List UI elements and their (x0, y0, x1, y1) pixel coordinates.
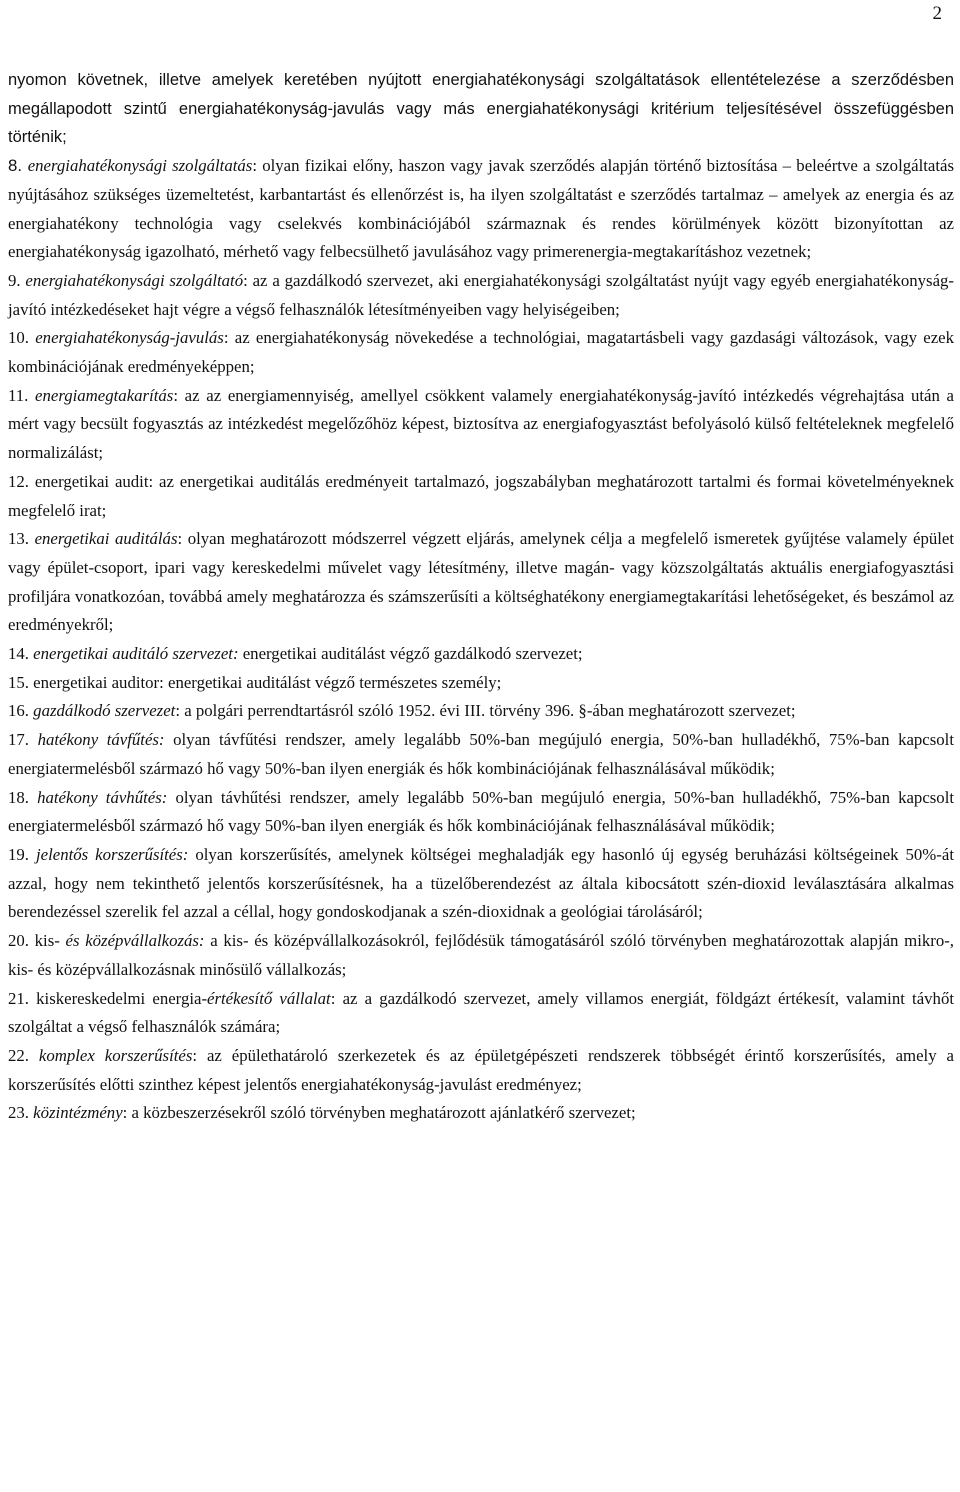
definition-text: a kis- és középvállalkozásokról, fejlődésük támogatásáról szóló törvényben meghatározottak alapján mikro-, kis- és középvállalkozásnak minősülő vállalkozás; (8, 931, 955, 979)
item-number: 17. (8, 730, 38, 750)
term-separator: : (177, 529, 188, 549)
intro-paragraph: nyomon követnek, illetve amelyek keretében nyújtott energiahatékonysági szolgáltatások ellentételezése a szerződésben megállapodott szintű energiahatékonyság-javulás vagy más energiahatékonysági kritérium teljesítésével összefüggésben történik; (8, 71, 954, 147)
term-separator (165, 730, 174, 749)
item-number: 9. (8, 270, 26, 290)
definition-text: olyan korszerűsítés, amelynek költségei meghaladják egy hasonló új egység beruházási költségeinek 50%-át azzal, hogy nem tekinthető jelentős korszerűsítésnek, ha a tüzelőberendezést az általa kibocsátott szén-dioxid leválasztására alkalmas berendezéssel szerelik fel azzal a céllal, hogy gondoskodjanak a szén-dioxidnak a geológiai tárolásáról; (8, 844, 954, 922)
definition-text: energetikai auditálást végző gazdálkodó szervezet; (242, 644, 583, 664)
item-number: 21. kiskereskedelmi energia- (8, 988, 208, 1008)
item-number: 13. (8, 529, 35, 549)
definition-text: az épülethatároló szerkezetek és az épületgépészeti rendszerek többségét érintő korszerűsítés, amely a korszerűsítés előtti szinthez képest jelentős energiahatékonyság-javulást eredményez; (8, 1045, 954, 1094)
defined-term: jelentős korszerűsítés: (35, 844, 189, 864)
definition-item (8, 726, 954, 783)
term-separator: : (330, 988, 343, 1008)
defined-term: energiamegtakarítás (35, 385, 174, 405)
defined-term: energetikai auditáló szervezet: (33, 644, 239, 664)
item-number: 8. (8, 156, 28, 176)
item-number: 14. (8, 644, 34, 664)
definition-item (8, 669, 954, 698)
definition-text: az az energiamennyiség, amellyel csökkent valamely energiahatékonyság-javító intézkedés végrehajtása után a mért vagy becsült fogyasztás az intézkedést megelőzőhöz képest, biztosítva az energiafogyasztást befolyásoló külső feltételeknek megfelelő normalizálást; (8, 385, 954, 463)
definition-item (8, 697, 954, 726)
term-separator: : (223, 328, 235, 348)
definition-text: olyan távfűtési rendszer, amely legalább 50%-ban megújuló energia, 50%-ban hulladékhő, 75%-ban kapcsolt energiatermelésből származó hő vagy 50%-ban ilyen energiák és hők kombinációjának felhasználásával működik; (8, 730, 954, 778)
defined-term: hatékony távhűtés: (37, 787, 168, 807)
item-number: 20. kis- (8, 931, 66, 951)
item-number: 12. (8, 471, 35, 491)
item-number: 22. (8, 1045, 39, 1065)
defined-term: komplex korszerűsítés (38, 1045, 193, 1065)
term-separator: : (122, 1103, 132, 1123)
defined-term: energetikai auditálás (34, 529, 178, 549)
definition-item (8, 927, 954, 984)
definition-item (8, 1042, 954, 1099)
definition-item (8, 784, 954, 841)
term-separator: : (175, 701, 185, 721)
definition-item (8, 267, 954, 324)
item-number: 11. (8, 385, 36, 405)
document-body (8, 66, 954, 1128)
definition-item (8, 1099, 954, 1128)
item-number: 15. (8, 672, 34, 692)
definition-text: energetikai audit: az energetikai auditálás eredményeit tartalmazó, jogszabályban meghatározott tartalmi és formai követelményeknek megfelelő irat; (8, 471, 954, 520)
definition-item (8, 382, 954, 468)
definition-item (8, 841, 954, 927)
definition-item (8, 525, 954, 640)
term-separator: : (173, 385, 185, 405)
definition-text: olyan meghatározott módszerrel végzett eljárás, amelynek célja a megfelelő ismeretek gyűjtése valamely épület vagy épület-csoport, ipari vagy kereskedelmi művelet vagy létesítmény, illetve magán- vagy közszolgáltatás aktuális energiafogyasztási profiljára vonatkozóan, továbbá amely meghatározza és számszerűsíti a költséghatékony energiamegtakarítási lehetőségeket, és beszámol az eredményekről; (8, 529, 955, 635)
definition-item (8, 985, 954, 1042)
definition-text: az a gazdálkodó szervezet, amely villamos energiát, földgázt értékesít, valamint távhőt szolgáltat a végső felhasználók számára; (8, 988, 955, 1037)
term-separator: : (192, 1045, 207, 1065)
definition-text: a közbeszerzésekről szóló törvényben meghatározott ajánlatkérő szervezet; (131, 1103, 636, 1123)
definition-text: a polgári perrendtartásról szóló 1952. évi III. törvény 396. §-ában meghatározott szervezet; (184, 701, 796, 721)
term-separator: : (252, 156, 263, 176)
item-number: 23. (8, 1103, 34, 1123)
term-separator: : (243, 270, 253, 290)
item-number: 16. (8, 701, 34, 721)
definition-text: olyan fizikai előny, haszon vagy javak szerződés alapján történő biztosítása – beleértve a szolgáltatás nyújtásához szükséges üzemeltetést, karbantartást és ellenőrzést is, ha ilyen szolgáltatást e szerződés tartalmaz – amelyek az energia és az energiahatékony technológia vagy cselekvés kombinációjából származnak és rendes körülmények között bizonyítottan az energiahatékonyság igazolható, mérhető vagy felbecsülhető javulásához vagy primerenergia-megtakarításhoz vezetnek; (8, 156, 954, 262)
definition-item (8, 324, 954, 381)
defined-term: energiahatékonysági szolgáltató (25, 270, 244, 290)
defined-term: gazdálkodó szervezet (33, 701, 176, 721)
item-number: 10. (8, 328, 36, 348)
definition-item (8, 152, 954, 267)
definition-item (8, 640, 954, 669)
defined-term: közintézmény (33, 1103, 123, 1123)
defined-term: energiahatékonyság-javulás (35, 328, 224, 348)
defined-term: és középvállalkozás: (65, 931, 205, 951)
item-number: 18. (8, 787, 38, 807)
definition-text: energetikai auditor: energetikai auditálást végző természetes személy; (33, 672, 502, 692)
defined-term: értékesítő vállalat (207, 988, 331, 1008)
definition-text: az energiahatékonyság növekedése a technológiai, magatartásbeli vagy gazdasági változások, vagy ezek kombinációjának eredményeképpen; (8, 328, 954, 377)
defined-term: hatékony távfűtés: (37, 730, 165, 750)
definition-text: olyan távhűtési rendszer, amely legalább 50%-ban megújuló energia, 50%-ban hulladékhő, 75%-ban kapcsolt energiatermelésből származó hő vagy 50%-ban ilyen energiák és hők kombinációjának felhasználásával működik; (8, 787, 955, 836)
item-number: 19. (8, 844, 36, 864)
page-number: 2 (932, 3, 942, 24)
definition-item (8, 468, 954, 525)
defined-term: energiahatékonysági szolgáltatás (27, 156, 253, 176)
definition-text: az a gazdálkodó szervezet, aki energiahatékonysági szolgáltatást nyújt vagy egyéb energiahatékonyság-javító intézkedéseket hajt végre a végső felhasználók létesítményeiben vagy helyiségeiben; (8, 270, 955, 319)
